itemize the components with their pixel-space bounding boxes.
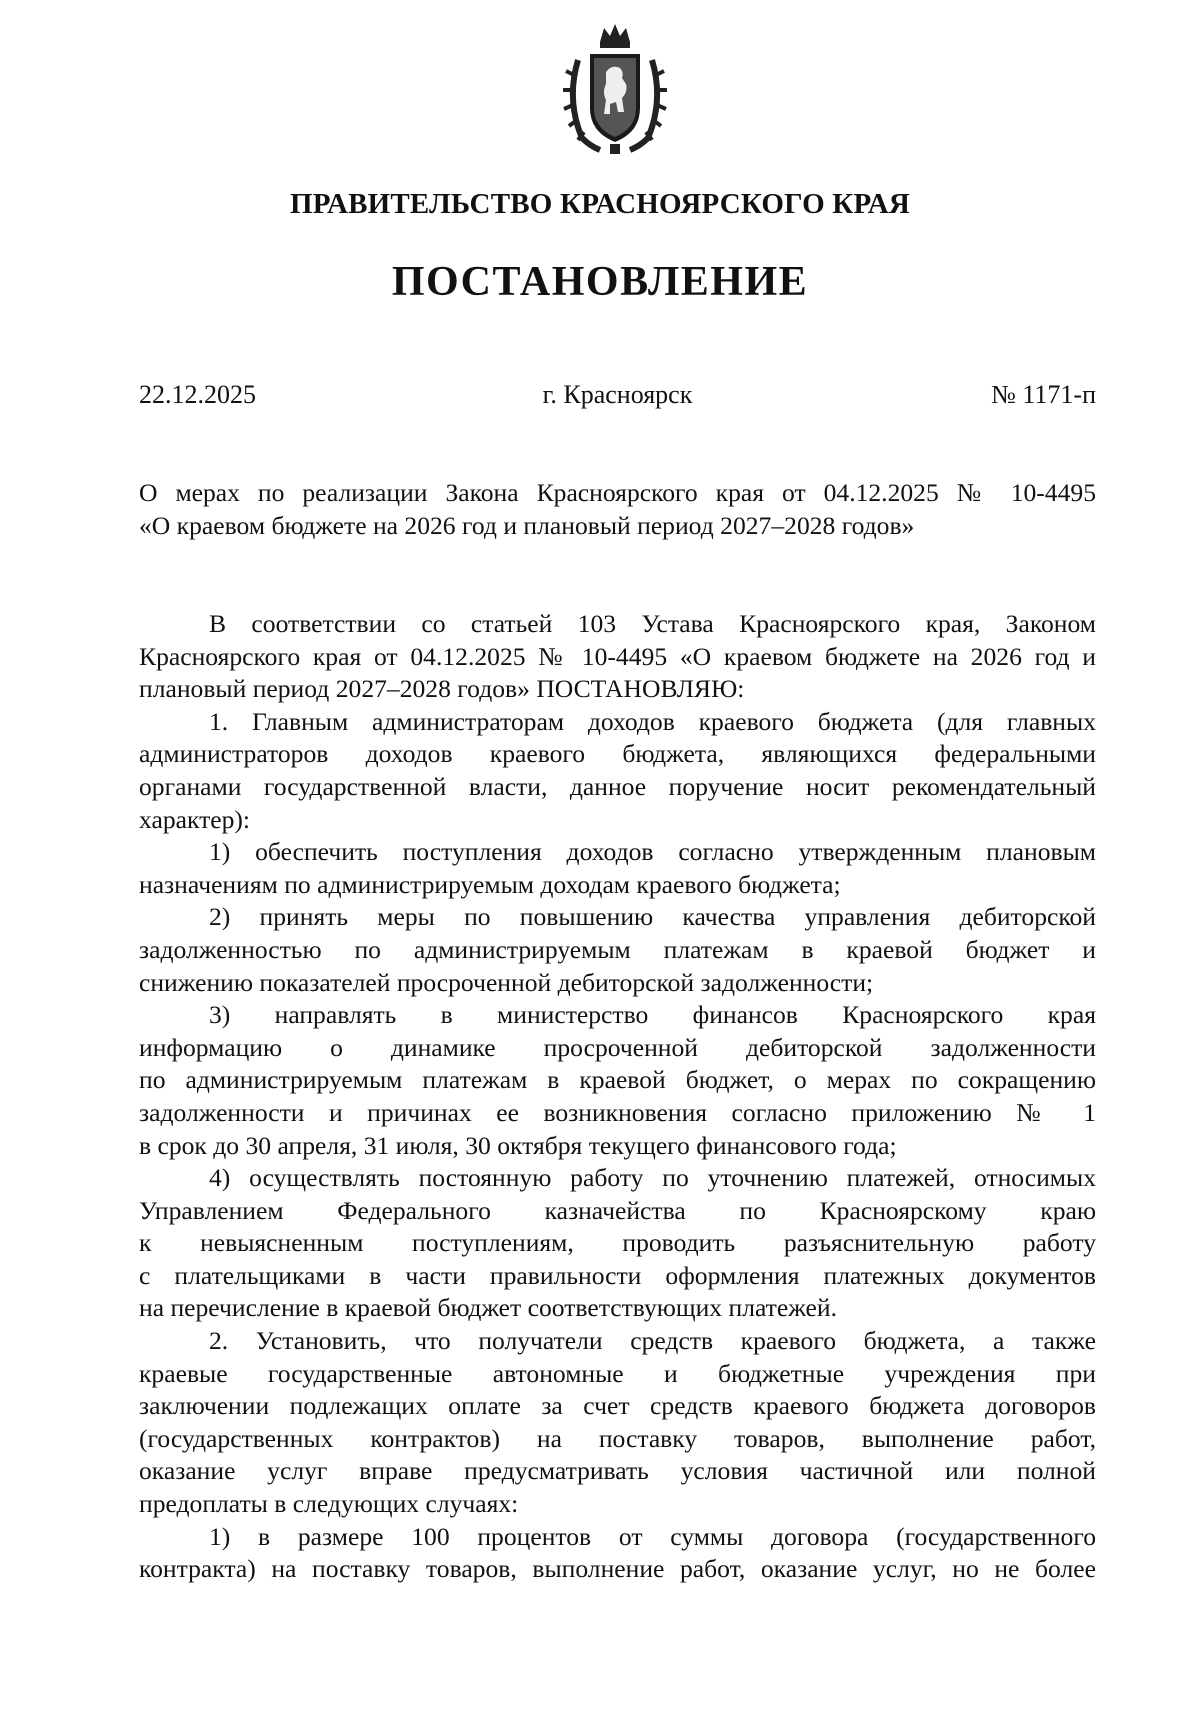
body-line: назначениям по администрируемым доходам краевого бюджета; bbox=[139, 869, 841, 899]
krasnoyarsk-coat-of-arms-icon bbox=[560, 20, 670, 160]
document-meta-row bbox=[139, 380, 1096, 412]
body-line: к невыясненным поступлениям, проводить разъяснительную работу bbox=[139, 1228, 1096, 1258]
body-line: краевые государственные автономные и бюджетные учреждения при bbox=[139, 1358, 1096, 1388]
body-line: с плательщиками в части правильности оформления платежных документов bbox=[139, 1260, 1096, 1290]
body-line: по администрируемым платежам в краевой бюджет, о мерах по сокращению bbox=[139, 1065, 1096, 1095]
subject-line: О мерах по реализации Закона Красноярского края от 04.12.2025 № 10-4495 bbox=[139, 478, 1096, 507]
body-line: В соответствии со статьей 103 Устава Красноярского края, Законом bbox=[209, 609, 1096, 638]
body-line: 4) осуществлять постоянную работу по уточнению платежей, относимых bbox=[209, 1163, 1096, 1193]
body-line: Управлением Федерального казначейства по Красноярскому краю bbox=[139, 1195, 1096, 1225]
body-line: задолженности и причинах ее возникновения согласно приложению № 1 bbox=[139, 1097, 1096, 1127]
body-line: 2) принять меры по повышению качества управления дебиторской bbox=[209, 902, 1096, 932]
body-line: снижению показателей просроченной дебиторской задолженности; bbox=[139, 967, 874, 997]
body-line: (государственных контрактов) на поставку товаров, выполнение работ, bbox=[139, 1423, 1096, 1453]
body-line: информацию о динамике просроченной дебиторской задолженности bbox=[139, 1032, 1096, 1062]
body-line: оказание услуг вправе предусматривать условия частичной или полной bbox=[139, 1456, 1096, 1486]
document-subject bbox=[139, 476, 1096, 542]
document-city: г. Красноярск bbox=[542, 380, 693, 409]
body-line: 1) обеспечить поступления доходов согласно утвержденным плановым bbox=[209, 837, 1096, 867]
body-line: органами государственной власти, данное поручение носит рекомендательный bbox=[139, 771, 1096, 801]
body-line: контракта) на поставку товаров, выполнение работ, оказание услуг, но не более bbox=[139, 1554, 1096, 1584]
document-number: № 1171-п bbox=[991, 380, 1096, 409]
body-line: заключении подлежащих оплате за счет средств краевого бюджета договоров bbox=[139, 1391, 1096, 1421]
body-line: плановый период 2027–2028 годов» ПОСТАНОВЛЯЮ: bbox=[139, 674, 745, 704]
document-type-title: ПОСТАНОВЛЕНИЕ bbox=[391, 259, 809, 305]
body-line: задолженностью по администрируемым платежам в краевой бюджет и bbox=[139, 934, 1096, 964]
body-line: характер): bbox=[139, 804, 251, 834]
subject-line: «О краевом бюджете на 2026 год и плановый период 2027–2028 годов» bbox=[139, 511, 915, 540]
body-line: 1. Главным администраторам доходов краевого бюджета (для главных bbox=[209, 706, 1096, 736]
body-line: администраторов доходов краевого бюджета, являющихся федеральными bbox=[139, 739, 1096, 769]
body-line: 1) в размере 100 процентов от суммы договора (государственного bbox=[209, 1521, 1096, 1551]
body-line: предоплаты в следующих случаях: bbox=[139, 1489, 519, 1519]
document-date: 22.12.2025 bbox=[139, 380, 256, 409]
body-line: 3) направлять в министерство финансов Красноярского края bbox=[209, 1000, 1096, 1030]
body-line: Красноярского края от 04.12.2025 № 10-4495 «О краевом бюджете на 2026 год и bbox=[139, 641, 1096, 671]
document-body bbox=[139, 608, 1096, 1586]
body-line: на перечисление в краевой бюджет соответствующих платежей. bbox=[139, 1293, 838, 1323]
organization-title: ПРАВИТЕЛЬСТВО КРАСНОЯРСКОГО КРАЯ bbox=[289, 188, 911, 220]
body-line: в срок до 30 апреля, 31 июля, 30 октября текущего финансового года; bbox=[139, 1130, 897, 1160]
body-line: 2. Установить, что получатели средств краевого бюджета, а также bbox=[209, 1326, 1096, 1356]
